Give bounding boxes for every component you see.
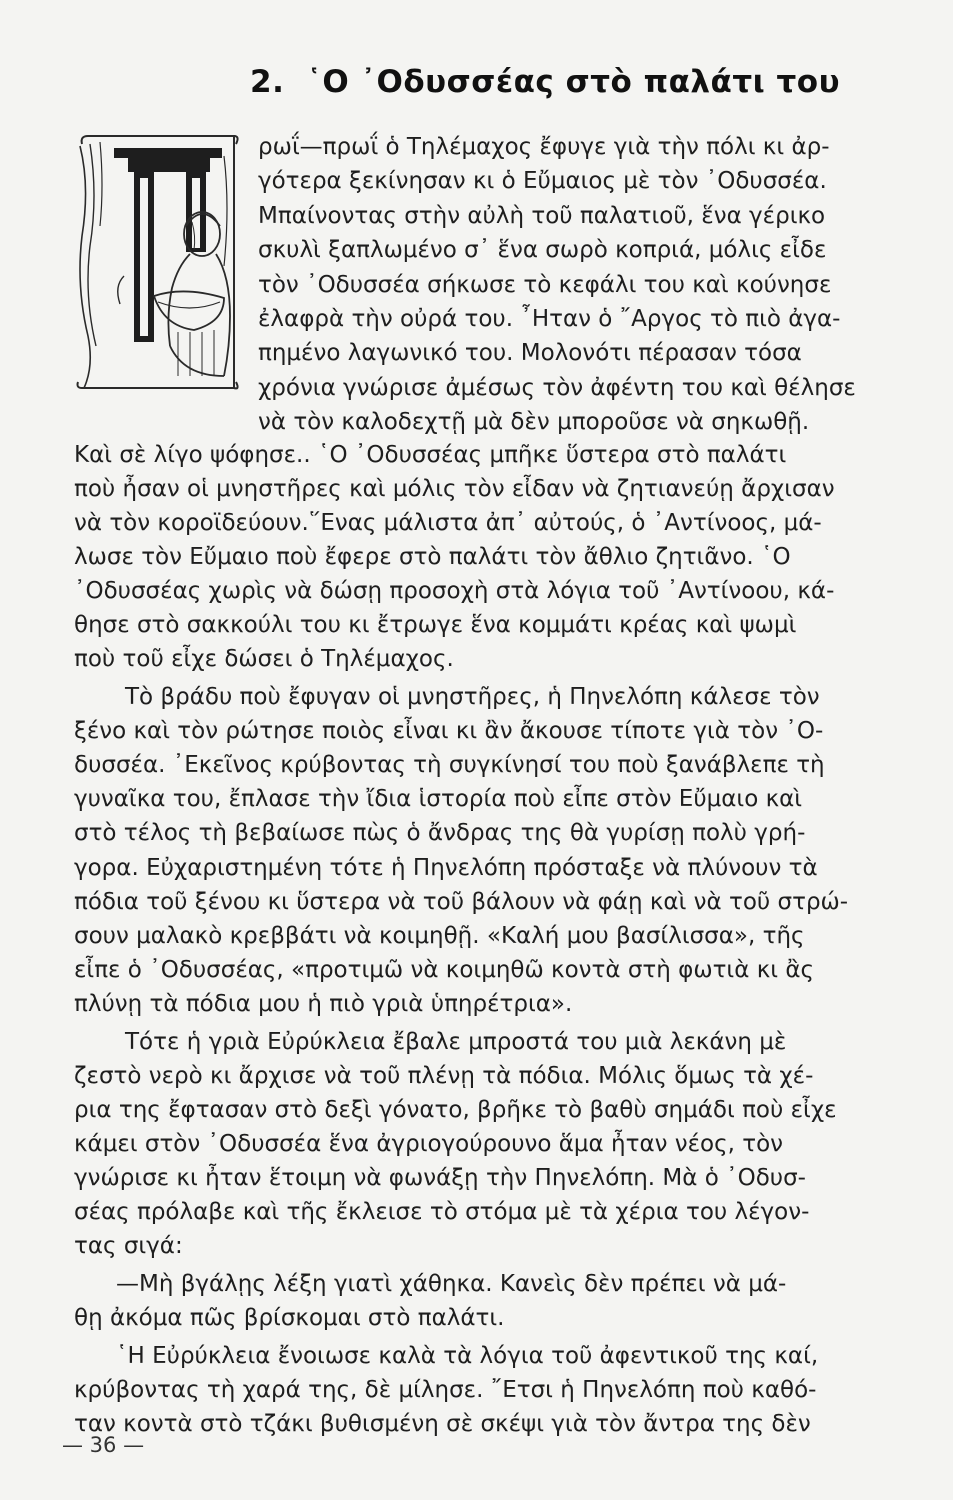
text-line: πλύνῃ τὰ πόδια μου ἡ πιὸ γριὰ ὑπηρέτρια».: [74, 991, 573, 1017]
page-number: — 36 —: [62, 1433, 145, 1457]
text-line: —Μὴ βγάλῃς λέξη γιατὶ χάθηκα. Κανεὶς δὲν πρέπει νὰ μά-: [116, 1271, 787, 1297]
text-line: ποὺ τοῦ εἶχε δώσει ὁ Τηλέμαχος.: [74, 646, 454, 672]
text-line: τας σιγά:: [74, 1233, 183, 1259]
text-line: θῃ ἀκόμα πῶς βρίσκομαι στὸ παλάτι.: [74, 1305, 505, 1331]
text-line: ᾿Οδυσσέας χωρὶς νὰ δώσῃ προσοχὴ στὰ λόγια τοῦ ᾿Αντίνοου, κά-: [74, 578, 835, 604]
text-line: τὸν ᾿Οδυσσέα σήκωσε τὸ κεφάλι του καὶ κούνησε: [258, 272, 832, 298]
text-line: σκυλὶ ξαπλωμένο σ᾿ ἕνα σωρὸ κοπριά, μόλις εἶδε: [258, 237, 827, 263]
text-line: ῾Η Εὐρύκλεια ἔνοιωσε καλὰ τὰ λόγια τοῦ ἀφεντικοῦ της καί,: [116, 1343, 819, 1369]
text-line: γορα. Εὐχαριστημένη τότε ἡ Πηνελόπη πρόσταξε νὰ πλύνουν τὰ: [74, 855, 818, 881]
text-line: πόδια τοῦ ξένου κι ὕστερα νὰ τοῦ βάλουν νὰ φάῃ καὶ νὰ τοῦ στρώ-: [74, 889, 849, 915]
text-line: γότερα ξεκίνησαν κι ὁ Εὔμαιος μὲ τὸν ᾿Οδυσσέα.: [258, 168, 827, 194]
drop-cap-illustration: [74, 126, 242, 398]
text-line: σουν μαλακὸ κρεββάτι νὰ κοιμηθῇ. «Καλή μου βασίλισσα», τῆς: [74, 923, 805, 949]
chapter-heading: [250, 64, 840, 100]
text-line: δυσσέα. ᾿Εκεῖνος κρύβοντας τὴ συγκίνησί του ποὺ ξανάβλεπε τὴ: [74, 752, 825, 778]
chapter-title: ῾Ο ᾿Οδυσσέας στὸ παλάτι του: [306, 64, 841, 100]
text-line: νὰ τὸν κοροϊδεύουν.῞Ενας μάλιστα ἀπ᾿ αὐτούς, ὁ ᾿Αντίνοος, μά-: [74, 510, 822, 536]
text-line: πημένο λαγωνικό του. Μολονότι πέρασαν τόσα: [258, 340, 802, 366]
text-line: κάμει στὸν ᾿Οδυσσέα ἕνα ἀγριογούρουνο ἅμα ἦταν νέος, τὸν: [74, 1131, 784, 1157]
text-line: γνώρισε κι ἦταν ἕτοιμη νὰ φωνάξῃ τὴν Πηνελόπη. Μὰ ὁ ᾿Οδυσ-: [74, 1165, 806, 1191]
text-line: χρόνια γνώρισε ἀμέσως τὸν ἀφέντη του καὶ θέλησε: [258, 375, 856, 401]
text-line: Μπαίνοντας στὴν αὐλὴ τοῦ παλατιοῦ, ἕνα γέρικο: [258, 203, 826, 229]
text-line: σέας πρόλαβε καὶ τῆς ἔκλεισε τὸ στόμα μὲ τὰ χέρια του λέγον-: [74, 1199, 810, 1225]
text-line: κρύβοντας τὴ χαρά της, δὲ μίλησε. ῎Ετσι ἡ Πηνελόπη ποὺ καθό-: [74, 1377, 817, 1403]
text-line: θησε στὸ σακκούλι του κι ἔτρωγε ἕνα κομμάτι κρέας καὶ ψωμὶ: [74, 612, 797, 638]
text-line: γυναῖκα του, ἔπλασε τὴν ἴδια ἱστορία ποὺ εἶπε στὸν Εὔμαιο καὶ: [74, 786, 803, 812]
illuminated-initial-icon: [74, 126, 242, 398]
text-line: ρωΐ—πρωΐ ὁ Τηλέμαχος ἔφυγε γιὰ τὴν πόλι κι ἀρ-: [258, 134, 830, 160]
text-line: εἶπε ὁ ᾿Οδυσσέας, «προτιμῶ νὰ κοιμηθῶ κοντὰ στὴ φωτιὰ κι ἂς: [74, 957, 814, 983]
text-line: ζεστὸ νερὸ κι ἄρχισε νὰ τοῦ πλένῃ τὰ πόδια. Μόλις ὅμως τὰ χέ-: [74, 1063, 814, 1089]
text-line: Τὸ βράδυ ποὺ ἔφυγαν οἱ μνηστῆρες, ἡ Πηνελόπη κάλεσε τὸν: [125, 684, 820, 710]
text-line: νὰ τὸν καλοδεχτῇ μὰ δὲν μποροῦσε νὰ σηκωθῇ.: [258, 409, 810, 435]
text-line: Τότε ἡ γριὰ Εὐρύκλεια ἔβαλε μπροστά του μιὰ λεκάνη μὲ: [125, 1029, 787, 1055]
text-line: ἐλαφρὰ τὴν οὐρά του. ῏Ηταν ὁ ῎Αργος τὸ πιὸ ἀγα-: [258, 306, 841, 332]
text-line: ρια της ἔφτασαν στὸ δεξὶ γόνατο, βρῆκε τὸ βαθὺ σημάδι ποὺ εἶχε: [74, 1097, 837, 1123]
text-line: Καὶ σὲ λίγο ψόφησε.. ῾Ο ᾿Οδυσσέας μπῆκε ὕστερα στὸ παλάτι: [74, 442, 787, 468]
text-line: λωσε τὸν Εὔμαιο ποὺ ἔφερε στὸ παλάτι τὸν ἄθλιο ζητιᾶνο. ῾Ο: [74, 544, 791, 570]
text-line: ταν κοντὰ στὸ τζάκι βυθισμένη σὲ σκέψι γιὰ τὸν ἄντρα της δὲν: [74, 1411, 811, 1437]
chapter-number: 2.: [250, 64, 285, 100]
text-line: ποὺ ἦσαν οἱ μνηστῆρες καὶ μόλις τὸν εἶδαν νὰ ζητιανεύῃ ἄρχισαν: [74, 476, 835, 502]
text-line: στὸ τέλος τὴ βεβαίωσε πὼς ὁ ἄνδρας της θὰ γυρίσῃ πολὺ γρή-: [74, 820, 806, 846]
text-line: ξένο καὶ τὸν ρώτησε ποιὸς εἶναι κι ἂν ἄκουσε τίποτε γιὰ τὸν ᾿Ο-: [74, 718, 824, 744]
